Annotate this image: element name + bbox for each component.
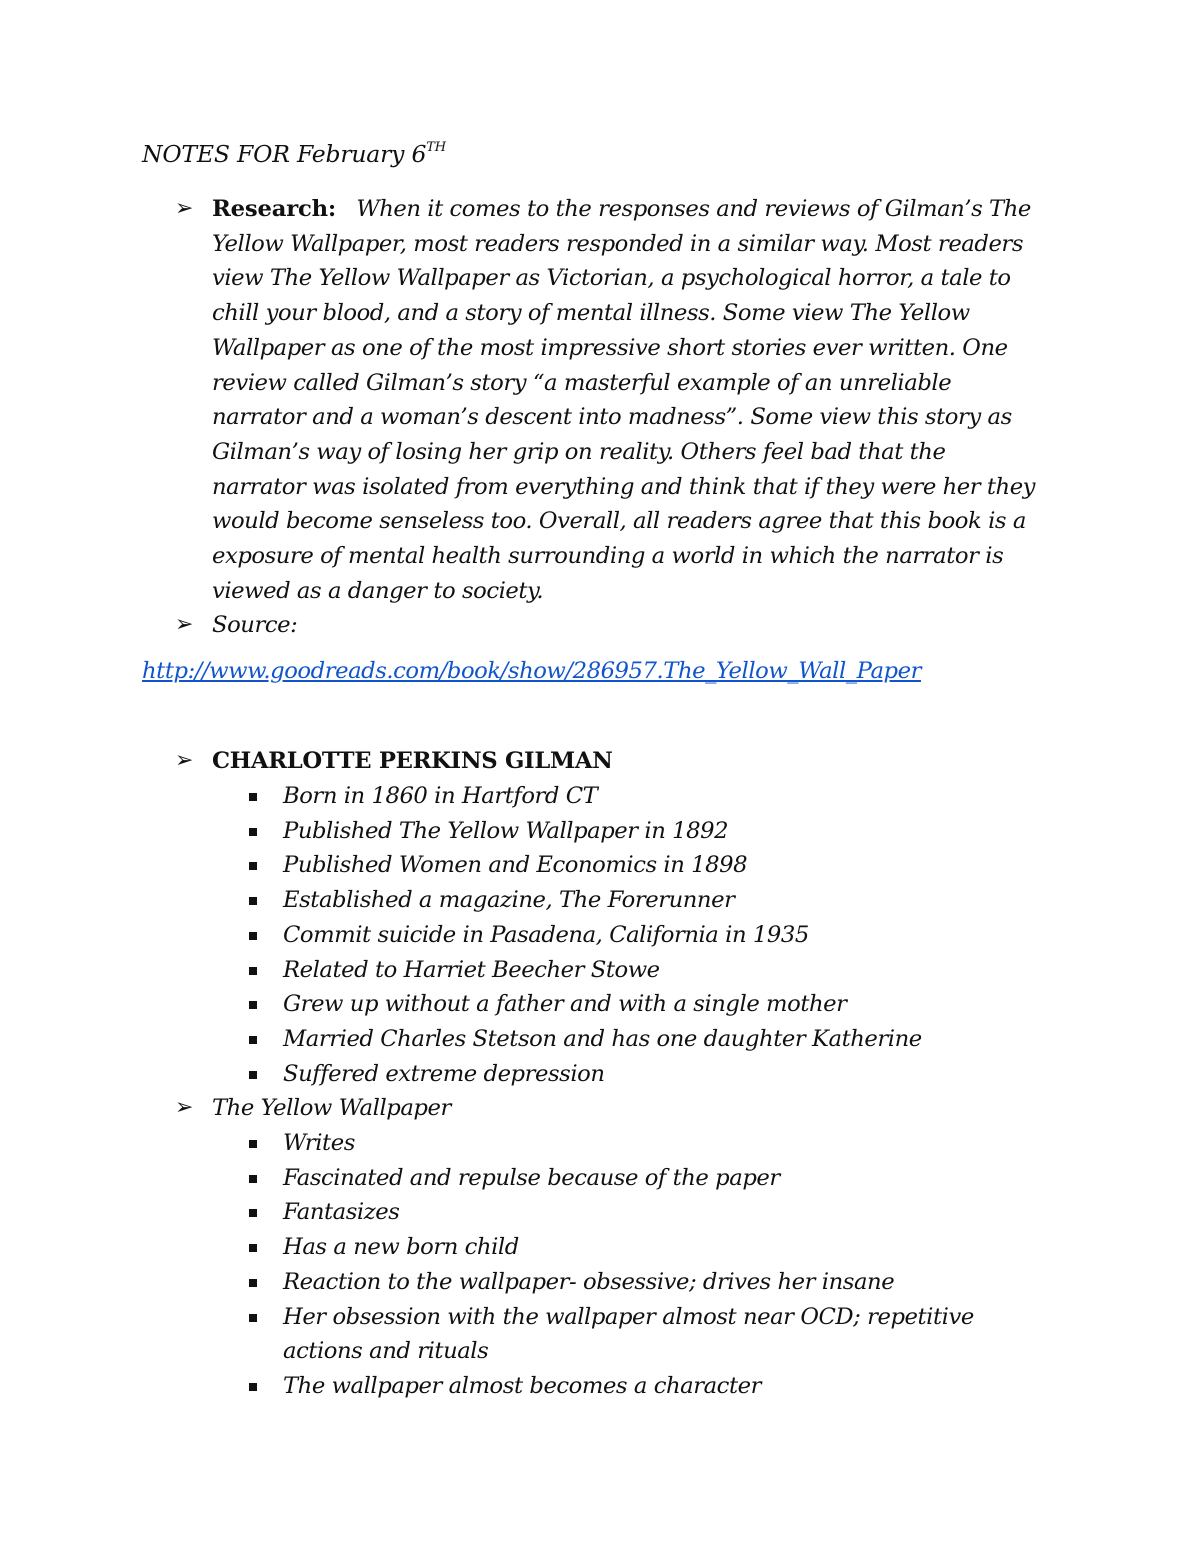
gilman-section-title: CHARLOTTE PERKINS GILMAN <box>212 748 613 774</box>
arrow-bullet-icon: ➢ <box>175 748 194 773</box>
wallpaper-notes-list <box>246 1126 974 1404</box>
square-bullet-icon <box>249 793 257 801</box>
list-item-text: Grew up without a father and with a single mother <box>283 991 847 1018</box>
heading-text: NOTES FOR February 6 <box>142 140 427 168</box>
page-heading <box>142 140 446 168</box>
list-item <box>246 1230 974 1265</box>
arrow-bullet-icon: ➢ <box>175 196 194 221</box>
arrow-bullet-icon: ➢ <box>175 1095 194 1120</box>
list-item-text: Writes <box>283 1130 355 1156</box>
list-item-continuation <box>246 1334 974 1369</box>
square-bullet-icon <box>249 932 257 940</box>
square-bullet-icon <box>249 1036 257 1044</box>
research-line: would become senseless too. Overall, all readers agree that this book is a <box>212 508 1026 535</box>
square-bullet-icon <box>249 967 257 975</box>
square-bullet-icon <box>249 828 257 836</box>
list-item-text: Fascinated and repulse because of the paper <box>283 1164 780 1191</box>
square-bullet-icon <box>249 862 257 870</box>
research-line: Gilman’s way of losing her grip on reality. Others feel bad that the <box>212 438 946 465</box>
source-label: Source: <box>212 612 298 638</box>
square-bullet-icon <box>249 1383 257 1391</box>
list-item <box>246 1195 974 1230</box>
list-item <box>246 779 922 814</box>
research-label: Research: <box>212 196 337 222</box>
list-item-text: Her obsession with the wallpaper almost near OCD; repetitive <box>283 1303 974 1330</box>
square-bullet-icon <box>249 1071 257 1079</box>
research-line: view The Yellow Wallpaper as Victorian, a psychological horror, a tale to <box>212 265 1011 292</box>
list-item <box>246 1265 974 1300</box>
gilman-facts-list <box>246 779 922 1091</box>
research-line <box>212 192 1082 227</box>
research-line: Yellow Wallpaper, most readers responded in a similar way. Most readers <box>212 230 1024 257</box>
source-link[interactable]: http://www.goodreads.com/book/show/286957.The_Yellow_Wall_Paper <box>142 658 921 684</box>
research-line: chill your blood, and a story of mental illness. Some view The Yellow <box>212 300 970 327</box>
square-bullet-icon <box>249 1279 257 1287</box>
research-text: When it comes to the responses and reviews of Gilman’s The <box>356 196 1031 222</box>
list-item-text: Published The Yellow Wallpaper in 1892 <box>283 817 729 844</box>
list-item-text: actions and rituals <box>283 1338 489 1365</box>
list-item <box>246 814 922 849</box>
research-line: exposure of mental health surrounding a world in which the narrator is <box>212 543 1004 570</box>
square-bullet-icon <box>249 1175 257 1183</box>
square-bullet-icon <box>249 1244 257 1252</box>
list-item <box>246 848 922 883</box>
list-item <box>246 1161 974 1196</box>
heading-superscript: TH <box>426 140 446 156</box>
list-item-text: Established a magazine, The Forerunner <box>283 887 735 914</box>
research-line: viewed as a danger to society. <box>212 577 544 604</box>
list-item-text: Suffered extreme depression <box>283 1060 605 1087</box>
research-line: Wallpaper as one of the most impressive short stories ever written. One <box>212 334 1008 361</box>
list-item <box>246 1057 922 1092</box>
list-item <box>246 883 922 918</box>
list-item <box>246 1369 974 1404</box>
wallpaper-section-title: The Yellow Wallpaper <box>212 1095 451 1121</box>
list-item-text: Married Charles Stetson and has one daughter Katherine <box>283 1025 922 1052</box>
list-item <box>246 918 922 953</box>
square-bullet-icon <box>249 1001 257 1009</box>
list-item-text: Commit suicide in Pasadena, California in 1935 <box>283 921 809 948</box>
list-item-text: Has a new born child <box>283 1234 519 1261</box>
list-item-text: Born in 1860 in Hartford CT <box>283 783 598 809</box>
list-item-text: Published Women and Economics in 1898 <box>283 852 748 879</box>
list-item <box>246 987 922 1022</box>
arrow-bullet-icon: ➢ <box>175 612 194 637</box>
list-item <box>246 953 922 988</box>
list-item <box>246 1126 974 1161</box>
list-item-text: Fantasizes <box>283 1199 400 1226</box>
list-item <box>246 1022 922 1057</box>
list-item-text: The wallpaper almost becomes a character <box>283 1372 761 1399</box>
square-bullet-icon <box>249 1209 257 1217</box>
list-item-text: Reaction to the wallpaper- obsessive; drives her insane <box>283 1268 895 1295</box>
square-bullet-icon <box>249 1314 257 1322</box>
research-line: review called Gilman’s story “a masterful example of an unreliable <box>212 369 952 396</box>
square-bullet-icon <box>249 1140 257 1148</box>
square-bullet-icon <box>249 897 257 905</box>
research-paragraph <box>212 192 1082 608</box>
research-line: narrator and a woman’s descent into madness”. Some view this story as <box>212 404 1012 431</box>
list-item-text: Related to Harriet Beecher Stowe <box>283 956 660 983</box>
list-item <box>246 1300 974 1335</box>
research-line: narrator was isolated from everything and think that if they were her they <box>212 473 1036 500</box>
